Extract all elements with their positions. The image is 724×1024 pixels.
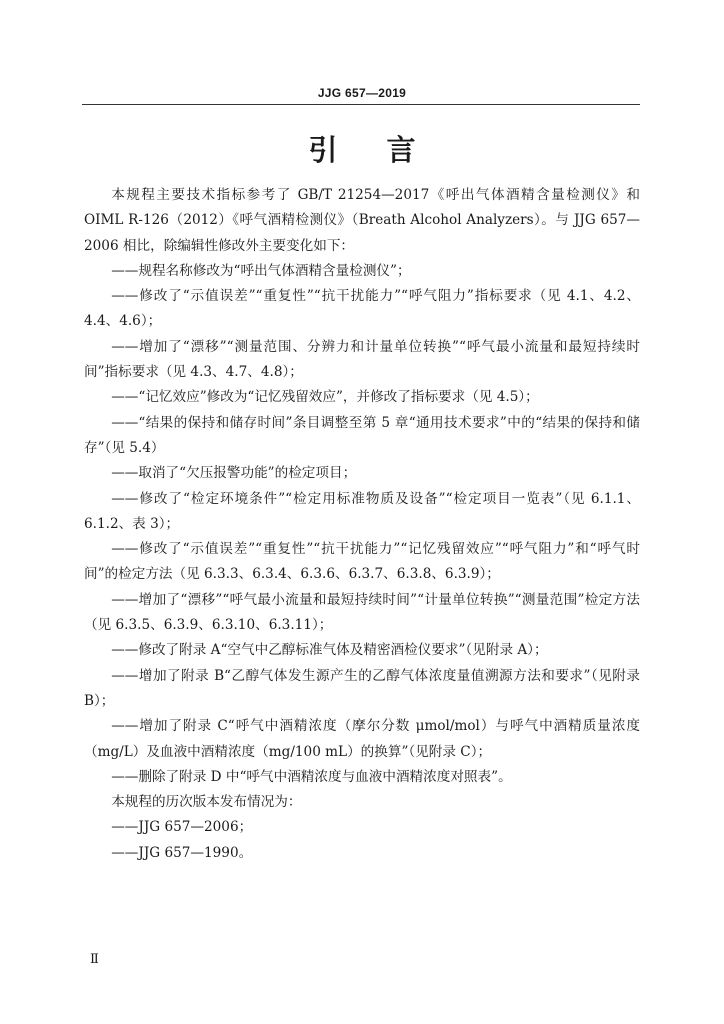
header-rule xyxy=(82,104,640,105)
intro-paragraph: 本规程主要技术指标参考了 GB/T 21254—2017《呼出气体酒精含量检测仪》和 OIML R-126（2012）《呼气酒精检测仪》（Breath Alcohol Analyzers）。与 JJG 657—2006 相比，除编辑性修改外主要变化如下： xyxy=(84,187,640,254)
page-title-char-2: 言 xyxy=(386,133,416,167)
body-text xyxy=(84,183,640,866)
change-item: ——修改了“示值误差”“重复性”“抗干扰能力”“记忆残留效应”“呼气阻力”和“呼气时间”的检定方法（见 6.3.3、6.3.4、6.3.6、6.3.7、6.3.8、6.3.9）； xyxy=(84,541,640,583)
change-item: ——增加了“漂移”“测量范围、分辨力和计量单位转换”“呼气最小流量和最短持续时间”指标要求（见 4.3、4.7、4.8）； xyxy=(84,338,640,381)
change-item: ——规程名称修改为“呼出气体酒精含量检测仪”； xyxy=(111,262,411,279)
page-title xyxy=(0,128,724,169)
page-title-char-1: 引 xyxy=(308,133,338,167)
running-header: JJG 657—2019 xyxy=(317,86,407,100)
history-item: ——JJG 657—2006； xyxy=(111,819,253,836)
change-item: ——增加了“漂移”“呼气最小流量和最短持续时间”“计量单位转换”“测量范围”检定方法（见 6.3.5、6.3.9、6.3.10、6.3.11）； xyxy=(84,591,640,634)
change-item: ——修改了“检定环境条件”“检定用标准物质及设备”“检定项目一览表”（见 6.1.1、6.1.2、表 3）； xyxy=(84,490,640,532)
change-item: ——“记忆效应”修改为“记忆残留效应”，并修改了指标要求（见 4.5）； xyxy=(111,389,539,406)
history-heading: 本规程的历次版本发布情况为： xyxy=(111,794,302,811)
change-item: ——增加了附录 B“乙醇气体发生源产生的乙醇气体浓度量值溯源方法和要求”（见附录 B）； xyxy=(84,667,640,709)
change-item: ——修改了“示值误差”“重复性”“抗干扰能力”“呼气阻力”指标要求（见 4.1、4.2、4.4、4.6）； xyxy=(84,288,640,330)
history-item: ——JJG 657—1990。 xyxy=(111,844,253,861)
change-item: ——删除了附录 D 中“呼气中酒精浓度与血液中酒精浓度对照表”。 xyxy=(111,768,512,785)
change-item: ——“结果的保持和储存时间”条目调整至第 5 章“通用技术要求”中的“结果的保持和储存”（见 5.4） xyxy=(84,414,640,456)
change-item: ——修改了附录 A“空气中乙醇标准气体及精密酒检仪要求”（见附录 A）； xyxy=(111,642,548,659)
change-item: ——增加了附录 C“呼气中酒精浓度（摩尔分数 μmol/mol）与呼气中酒精质量浓度（mg/L）及血液中酒精浓度（mg/100 mL）的换算”（见附录 C）； xyxy=(84,718,640,760)
page-number: Ⅱ xyxy=(90,952,99,967)
change-item: ——取消了“欠压报警功能”的检定项目； xyxy=(111,465,357,482)
